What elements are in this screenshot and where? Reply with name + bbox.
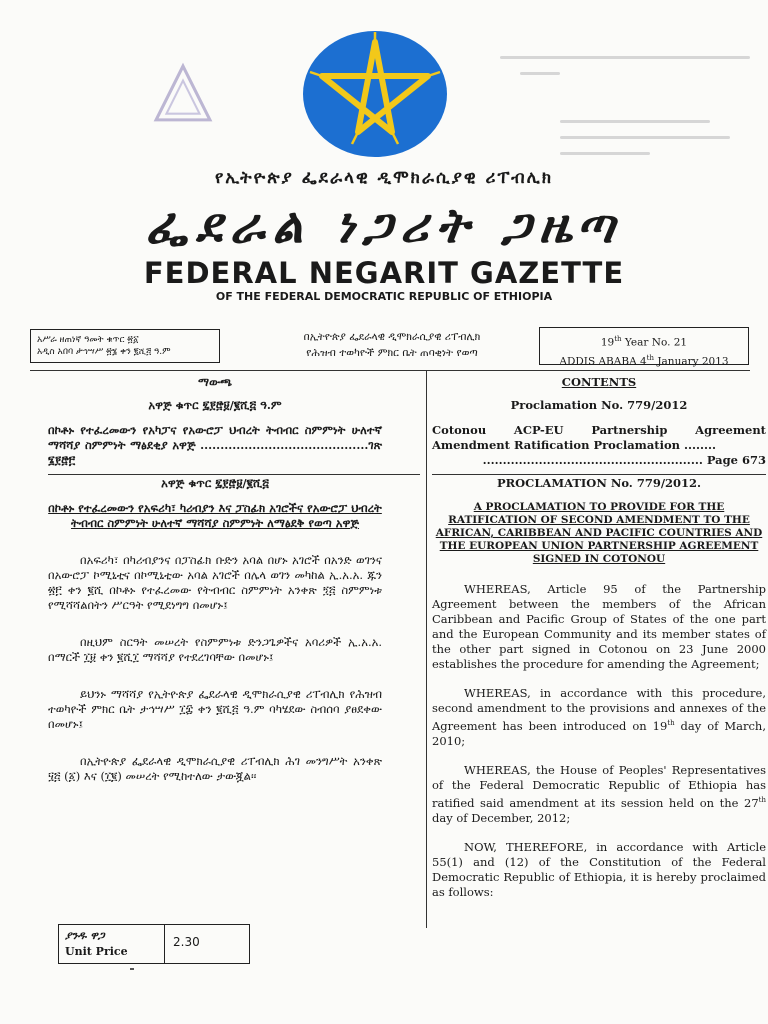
ethiopia-emblem-icon [300, 28, 450, 160]
gazette-subtitle: OF THE FEDERAL DEMOCRATIC REPUBLIC OF ETHIOPIA [215, 290, 553, 303]
contents-entry-amharic: በኮቶኑ የተፈረመውን የአካፓና የአውሮፓ ህብረት ትብብር ስምምነት ሁለተኛ ማሻሻያ ስምምነት ማፅደቂያ አዋጅ ..........................................ገጽ ፮፻፸፫ [48, 423, 382, 467]
contents-entry-english: Cotonou ACP-EU Partnership Agreement Amendment Ratification Proclamation ........ [432, 423, 766, 452]
unit-price-english: Unit Price [65, 945, 128, 958]
issue-date-line: አዲስ አበባ ታኅሣሥ ፳፮ ቀን ፪ሺ፭ ዓ.ም [37, 347, 171, 357]
country-name-amharic: የኢትዮጵያ ፌደራላዊ ዲሞክራሲያዊ ሪፐብሊክ [214, 168, 554, 188]
proclamation-title-english: A PROCLAMATION TO PROVIDE FOR THE RATIFICATION OF SECOND AMENDMENT TO THE AFRICAN, CARIBBEAN AND PACIFIC COUNTRIES AND THE EUROPEAN UNION PARTNERSHIP AGREEMENT SIGNED IN COTONOU [435, 501, 763, 565]
whereas-paragraph-3-amharic: ይህንኑ ማሻሻያ የኢትዮጵያ ፌደራላዊ ዲሞክራሲያዊ ሪፐብሊክ የሕዝብ ተወካዮች ምክር ቤት ታኅሣሥ ፲፰ ቀን ፪ሺ፭ ዓ.ም ባካሄደው ስብሰባ ያፀደቀው በመሆኑ፤ [48, 687, 382, 731]
contents-entry-page: ....................................................... Page 673 [482, 453, 766, 467]
unit-price-box [58, 924, 250, 964]
watermark-logo [152, 62, 214, 124]
gazette-title-amharic: ፌደራል ነጋሪት ጋዜጣ [145, 198, 623, 254]
whereas-paragraph-3-english: WHEREAS, the House of Peoples' Representatives of the Federal Democratic Republic of Ethiopia has ratified said amendment at its session held on the 27th day of December, 2012; [432, 762, 766, 825]
unit-price-value: 2.30 [173, 935, 200, 949]
proclamation-title-amharic: በኮቶኑ የተፈረመውን የአፍሪካ፣ ካሪብያን እና ፓስፊክ አገሮችና የአውሮፓ ህብረት ትብብር ስምምነት ሁለተኛ ማሻሻያ ስምምነት ለማፅደቅ የወጣ አዋጅ [48, 501, 382, 530]
proclamation-number-amharic: አዋጅ ቁጥር ፯፻፸፱/፪ሺ፭ ዓ.ም [148, 398, 282, 412]
publisher-authority-line: የሕዝብ ተወካዮች ምክር ቤት ጠባቂነት የወጣ [306, 347, 478, 359]
unit-price-label [65, 928, 160, 960]
bleed-mark [560, 120, 710, 123]
column-divider [426, 370, 427, 928]
bleed-mark [520, 72, 560, 75]
issue-date-line-english: ADDIS ABABA 4th January 2013 [559, 353, 729, 367]
bleed-mark [500, 56, 750, 59]
issue-line: አሥራ ዘጠነኛ ዓመት ቁጥር ፳፩ [37, 335, 139, 345]
proclamation-number-amharic-2: አዋጅ ቁጥር ፯፻፸፱/፪ሺ፭ [161, 476, 269, 490]
gazette-title-english: FEDERAL NEGARIT GAZETTE [143, 256, 625, 290]
proclaimed-paragraph-english: NOW, THEREFORE, in accordance with Article 55(1) and (12) of the Constitution of the Federal Democratic Republic of Ethiopia, it is hereby proclaimed as follows: [432, 839, 766, 899]
unit-price-amharic: ያንዱ ዋጋ [65, 929, 105, 942]
price-separator [164, 925, 165, 963]
publisher-box [247, 327, 537, 363]
contents-title-english: CONTENTS [561, 375, 637, 389]
amharic-column [48, 373, 382, 784]
whereas-paragraph-2-english: WHEREAS, in accordance with this procedure, second amendment to the provisions and annexes of the Agreement has been introduced on 19th day of March, 2010; [432, 686, 766, 748]
proclamation-number-english: Proclamation No. 779/2012 [510, 398, 688, 412]
page-mark [130, 968, 134, 970]
publisher-line: በኢትዮጵያ ፌደራላዊ ዲሞክራሲያዊ ሪፐብሊክ [303, 331, 481, 343]
proclamation-number-english-2: PROCLAMATION No. 779/2012. [496, 476, 702, 490]
whereas-paragraph-2-amharic: በዚህም ስርዓት መሠረት የስምምነቱ ድንጋጌዎችና አባሪዎች ኢ.አ.አ. በማርች ፲፱ ቀን ፪ሺ፲ ማሻሻያ የተደረገባቸው በመሆኑ፤ [48, 635, 382, 664]
bleed-mark [560, 136, 730, 139]
issue-year-line: 19th Year No. 21 [600, 335, 688, 349]
whereas-paragraph-1-amharic: በአፍሪካ፣ በካሪብያንና በፓስፊክ ቡድን አባል በሆኑ አገሮች በአንድ ወገንና በአውሮፓ ኮሚኒቲና በኮሚኒቲው አባል አገሮች በሌላ ወገን መካከል ኢ.አ.አ. ጁን ፳፫ ቀን ፪ሺ በኮቶኑ የተፈረመው የትብብር ስምምነት አንቀጽ ፺፭ ስምምነቱ የሚሻሻልበትን ሥርዓት የሚደነግግ በመሆኑ፤ [48, 553, 382, 612]
top-rule [30, 370, 750, 371]
bleed-mark [560, 152, 650, 155]
contents-title-amharic: ማውጫ [198, 375, 232, 389]
proclaimed-paragraph-amharic: በኢትዮጵያ ፌደራላዊ ዲሞክራሲያዊ ሪፐብሊክ ሕገ መንግሥት አንቀጽ ፶፭ (፩) እና (፲፪) መሠረት የሚከተለው ታውጇል፡፡ [48, 754, 382, 783]
issue-box-amharic [30, 329, 220, 363]
whereas-paragraph-1-english: WHEREAS, Article 95 of the Partnership Agreement between the members of the African Caribbean and Pacific Group of States of the one part and the European Community and its member states of the other part signed in Cotonou on 23 June 2000 establishes the procedure for amending the Agreement; [432, 582, 766, 671]
english-column [432, 373, 766, 900]
issue-box-english [539, 327, 749, 365]
